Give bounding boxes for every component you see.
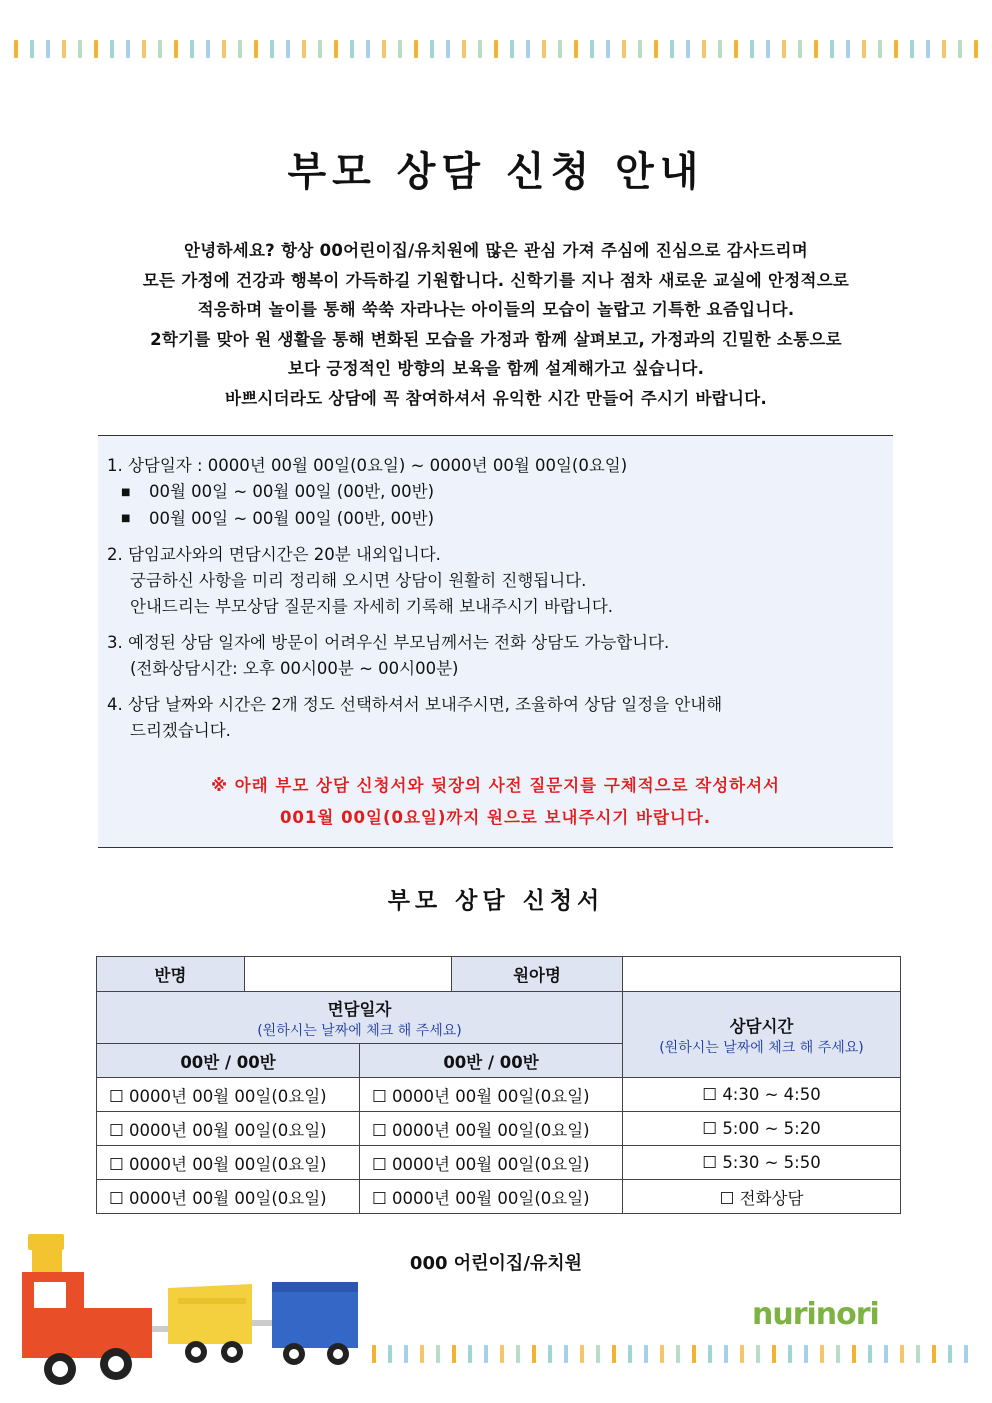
date-option-text: 0000년 00월 00일(0요일) — [129, 1120, 327, 1140]
stripe-dash — [78, 40, 82, 58]
stripe-dash — [974, 40, 978, 58]
info-subitem-text: 00월 00일 ~ 00월 00일 (00반, 00반) — [149, 508, 435, 528]
engine-body — [22, 1308, 152, 1358]
stripe-dash — [494, 40, 498, 58]
stripe-dash — [30, 40, 34, 58]
stripe-dash — [142, 40, 146, 58]
info-item-2-line: 안내드리는 부모상담 질문지를 자세히 기록해 보내주시기 바랍니다. — [130, 597, 614, 616]
stripe-dash — [692, 1345, 696, 1363]
date-option-a[interactable] — [97, 1180, 360, 1214]
coupler — [152, 1326, 170, 1332]
stripe-dash — [110, 40, 114, 58]
wheel-hub — [108, 1356, 124, 1372]
stripe-dash — [718, 40, 722, 58]
stripe-dash — [190, 40, 194, 58]
stripe-dash — [436, 1345, 440, 1363]
date-header — [97, 992, 623, 1044]
info-box — [98, 435, 893, 848]
stripe-dash — [708, 1345, 712, 1363]
stripe-dash — [414, 40, 418, 58]
stripe-dash — [318, 40, 322, 58]
greeting-paragraph — [80, 236, 912, 413]
date-option-b[interactable] — [360, 1180, 623, 1214]
stripe-dash — [926, 40, 930, 58]
stripe-dash — [580, 1345, 584, 1363]
stripe-dash — [814, 40, 818, 58]
stripe-dash — [62, 40, 66, 58]
stripe-dash — [734, 40, 738, 58]
stripe-dash — [772, 1345, 776, 1363]
stripe-dash — [830, 40, 834, 58]
stripe-dash — [766, 40, 770, 58]
stripe-dash — [878, 40, 882, 58]
chimney — [32, 1248, 62, 1274]
info-item-4-line: 드리겠습니다. — [130, 721, 231, 740]
stripe-dash — [916, 1345, 920, 1363]
stripe-dash — [638, 40, 642, 58]
time-header — [623, 992, 901, 1078]
greeting-line: 보다 긍정적인 방향의 보육을 함께 설계해가고 싶습니다. — [287, 359, 705, 378]
greeting-line: 안녕하세요? 항상 00어린이집/유치원에 많은 관심 가져 주심에 진심으로 감사드리며 — [183, 241, 808, 260]
stripe-dash — [446, 40, 450, 58]
checkbox-icon[interactable]: ☐ — [109, 1120, 124, 1140]
info-item-2-line: 궁금하신 사항을 미리 정리해 오시면 상담이 원활히 진행됩니다. — [130, 571, 587, 590]
greeting-line: 바쁘시더라도 상담에 꼭 참여하셔서 유익한 시간 만들어 주시기 바랍니다. — [224, 388, 768, 408]
stripe-dash — [430, 40, 434, 58]
stripe-dash — [676, 1345, 680, 1363]
time-header-hint: (원하시는 날짜에 체크 해 주세요) — [659, 1039, 864, 1056]
square-bullet-icon: ■ — [121, 513, 131, 524]
date-option-b[interactable] — [360, 1146, 623, 1180]
stripe-dash — [366, 40, 370, 58]
info-subitem — [107, 479, 883, 506]
info-subitem-text: 00월 00일 ~ 00월 00일 (00반, 00반) — [149, 482, 435, 501]
stripe-dash — [174, 40, 178, 58]
chimney-top — [28, 1234, 64, 1250]
square-bullet-icon: ■ — [121, 486, 131, 498]
stripe-dash — [862, 40, 866, 58]
class-input[interactable] — [245, 957, 360, 992]
stripe-dash — [606, 40, 610, 58]
group-a-header: 00반 / 00반 — [97, 1044, 360, 1078]
stripe-dash — [270, 40, 274, 58]
date-header-label: 면담일자 — [327, 999, 392, 1019]
date-option-a[interactable] — [97, 1078, 360, 1112]
checkbox-icon[interactable]: ☐ — [109, 1188, 124, 1208]
info-item-3: 3. 예정된 상담 일자에 방문이 어려우신 부모님께서는 전화 상담도 가능합니다. — [107, 633, 670, 652]
table-row — [97, 1180, 901, 1214]
stripe-dash — [206, 40, 210, 58]
stripe-dash — [334, 40, 338, 58]
class-label: 반명 — [97, 957, 245, 992]
stripe-dash — [820, 1345, 824, 1363]
stripe-dash — [846, 40, 850, 58]
stripe-dash — [948, 1345, 952, 1363]
table-row — [97, 1078, 901, 1112]
stripe-dash — [372, 1345, 376, 1363]
stripe-dash — [500, 1345, 504, 1363]
organization-name: 000 어린이집/유치원 — [409, 1253, 583, 1274]
checkbox-icon[interactable]: ☐ — [702, 1085, 718, 1104]
stripe-dash — [382, 40, 386, 58]
stripe-dash — [350, 40, 354, 58]
coupler — [252, 1320, 274, 1326]
date-option-text: 0000년 00월 00일(0요일) — [392, 1086, 590, 1106]
stripe-dash — [596, 1345, 600, 1363]
notice-line: 001월 00일(0요일)까지 원으로 보내주시기 바랍니다. — [279, 808, 712, 827]
wheel-hub — [52, 1361, 68, 1377]
info-subitem — [107, 506, 883, 533]
stripe-dash — [238, 40, 242, 58]
greeting-line: 적응하며 놀이를 통해 쑥쑥 자라나는 아이들의 모습이 놀랍고 기특한 요즘입니다. — [197, 300, 795, 319]
stripe-dash — [702, 40, 706, 58]
stripe-dash — [868, 1345, 872, 1363]
blue-car-top — [272, 1282, 358, 1292]
toy-train-illustration — [10, 1224, 370, 1394]
page-title: 부모 상담 신청 안내 — [287, 149, 705, 195]
info-item-3-line: (전화상담시간: 오후 00시00분 ~ 00시00분) — [130, 659, 459, 678]
checkbox-icon[interactable]: ☐ — [702, 1153, 718, 1172]
date-option-text: 0000년 00월 00일(0요일) — [129, 1154, 327, 1174]
application-form-table — [96, 956, 901, 1214]
stripe-dash — [558, 40, 562, 58]
bottom-stripe-decoration — [372, 1345, 980, 1363]
cab-window — [34, 1282, 66, 1308]
stripe-dash — [468, 1345, 472, 1363]
stripe-dash — [222, 40, 226, 58]
stripe-dash — [532, 1345, 536, 1363]
stripe-dash — [964, 1345, 968, 1363]
table-row — [97, 1146, 901, 1180]
date-option-text: 0000년 00월 00일(0요일) — [129, 1188, 327, 1208]
stripe-dash — [798, 40, 802, 58]
greeting-line: 2학기를 맞아 원 생활을 통해 변화된 모습을 가정과 함께 살펴보고, 가정과의 긴밀한 소통으로 — [150, 329, 842, 349]
stripe-dash — [654, 40, 658, 58]
stripe-dash — [852, 1345, 856, 1363]
stripe-dash — [14, 40, 18, 58]
date-option-a[interactable] — [97, 1146, 360, 1180]
stripe-dash — [452, 1345, 456, 1363]
deadline-notice — [98, 770, 893, 834]
table-row — [97, 1112, 901, 1146]
time-option-text: 5:30 ~ 5:50 — [722, 1153, 821, 1172]
date-option-b[interactable] — [360, 1078, 623, 1112]
stripe-dash — [126, 40, 130, 58]
stripe-dash — [420, 1345, 424, 1363]
group-b-header: 00반 / 00반 — [360, 1044, 623, 1078]
stripe-dash — [574, 40, 578, 58]
wheel-hub — [191, 1347, 201, 1357]
time-option-text: 5:00 ~ 5:20 — [722, 1119, 821, 1138]
stripe-dash — [286, 40, 290, 58]
stripe-dash — [836, 1345, 840, 1363]
stripe-dash — [660, 1345, 664, 1363]
checkbox-icon[interactable]: ☐ — [719, 1188, 735, 1208]
time-option[interactable] — [623, 1112, 901, 1146]
date-option-a[interactable] — [97, 1112, 360, 1146]
stripe-dash — [484, 1345, 488, 1363]
stripe-dash — [900, 1345, 904, 1363]
stripe-dash — [542, 40, 546, 58]
stripe-dash — [516, 1345, 520, 1363]
stripe-dash — [958, 40, 962, 58]
checkbox-icon[interactable]: ☐ — [702, 1119, 718, 1138]
stripe-dash — [750, 40, 754, 58]
nurinori-logo: nurinori — [752, 1297, 879, 1332]
stripe-dash — [686, 40, 690, 58]
top-stripe-decoration — [14, 40, 990, 58]
class-input-extra[interactable] — [360, 957, 452, 992]
stripe-dash — [670, 40, 674, 58]
stripe-dash — [788, 1345, 792, 1363]
time-option-text: 4:30 ~ 4:50 — [722, 1085, 821, 1104]
checkbox-icon[interactable]: ☐ — [372, 1086, 387, 1106]
stripe-dash — [94, 40, 98, 58]
checkbox-icon[interactable]: ☐ — [372, 1120, 387, 1140]
time-option[interactable] — [623, 1078, 901, 1112]
date-option-text: 0000년 00월 00일(0요일) — [129, 1086, 327, 1106]
greeting-line: 모든 가정에 건강과 행복이 가득하길 기원합니다. 신학기를 지나 점차 새로운 교실에 안정적으로 — [142, 270, 850, 290]
stripe-dash — [478, 40, 482, 58]
yellow-car — [168, 1284, 252, 1344]
stripe-dash — [46, 40, 50, 58]
stripe-dash — [398, 40, 402, 58]
time-header-label: 상담시간 — [729, 1016, 794, 1036]
stripe-dash — [564, 1345, 568, 1363]
date-option-b[interactable] — [360, 1112, 623, 1146]
stripe-dash — [526, 40, 530, 58]
notice-line: ※ 아래 부모 상담 신청서와 뒷장의 사전 질문지를 구체적으로 작성하셔서 — [211, 776, 780, 795]
stripe-dash — [158, 40, 162, 58]
stripe-dash — [644, 1345, 648, 1363]
stripe-dash — [590, 40, 594, 58]
stripe-dash — [942, 40, 946, 58]
time-option[interactable] — [623, 1146, 901, 1180]
stripe-dash — [302, 40, 306, 58]
form-title: 부모 상담 신청서 — [387, 888, 605, 914]
stripe-dash — [910, 40, 914, 58]
child-label: 원아명 — [452, 957, 623, 992]
info-item-2: 2. 담임교사와의 면담시간은 20분 내외입니다. — [107, 545, 441, 564]
time-option-text: 전화상담 — [739, 1188, 804, 1208]
date-option-text: 0000년 00월 00일(0요일) — [392, 1154, 590, 1174]
wheel-hub — [333, 1349, 343, 1359]
stripe-dash — [628, 1345, 632, 1363]
stripe-dash — [804, 1345, 808, 1363]
stripe-dash — [740, 1345, 744, 1363]
stripe-dash — [884, 1345, 888, 1363]
stripe-dash — [548, 1345, 552, 1363]
stripe-dash — [254, 40, 258, 58]
info-item-1: 1. 상담일자 : 0000년 00월 00일(0요일) ~ 0000년 00월 00일(0요일) — [107, 456, 628, 475]
wheel-hub — [227, 1347, 237, 1357]
checkbox-icon[interactable]: ☐ — [109, 1154, 124, 1174]
date-header-hint: (원하시는 날짜에 체크 해 주세요) — [257, 1022, 462, 1039]
stripe-dash — [510, 40, 514, 58]
stripe-dash — [756, 1345, 760, 1363]
stripe-dash — [462, 40, 466, 58]
wheel-hub — [289, 1349, 299, 1359]
info-item-4: 4. 상담 날짜와 시간은 2개 정도 선택하셔서 보내주시면, 조율하여 상담 일정을 안내해 — [107, 695, 723, 714]
stripe-dash — [622, 40, 626, 58]
stripe-dash — [782, 40, 786, 58]
checkbox-icon[interactable]: ☐ — [109, 1086, 124, 1106]
child-name-input[interactable] — [623, 957, 901, 992]
stripe-dash — [404, 1345, 408, 1363]
yellow-car-stripe — [178, 1298, 246, 1304]
stripe-dash — [612, 1345, 616, 1363]
date-option-text: 0000년 00월 00일(0요일) — [392, 1120, 590, 1140]
date-option-text: 0000년 00월 00일(0요일) — [392, 1188, 590, 1208]
time-option[interactable] — [623, 1180, 901, 1214]
checkbox-icon[interactable]: ☐ — [372, 1188, 387, 1208]
stripe-dash — [724, 1345, 728, 1363]
checkbox-icon[interactable]: ☐ — [372, 1154, 387, 1174]
stripe-dash — [388, 1345, 392, 1363]
stripe-dash — [894, 40, 898, 58]
stripe-dash — [932, 1345, 936, 1363]
